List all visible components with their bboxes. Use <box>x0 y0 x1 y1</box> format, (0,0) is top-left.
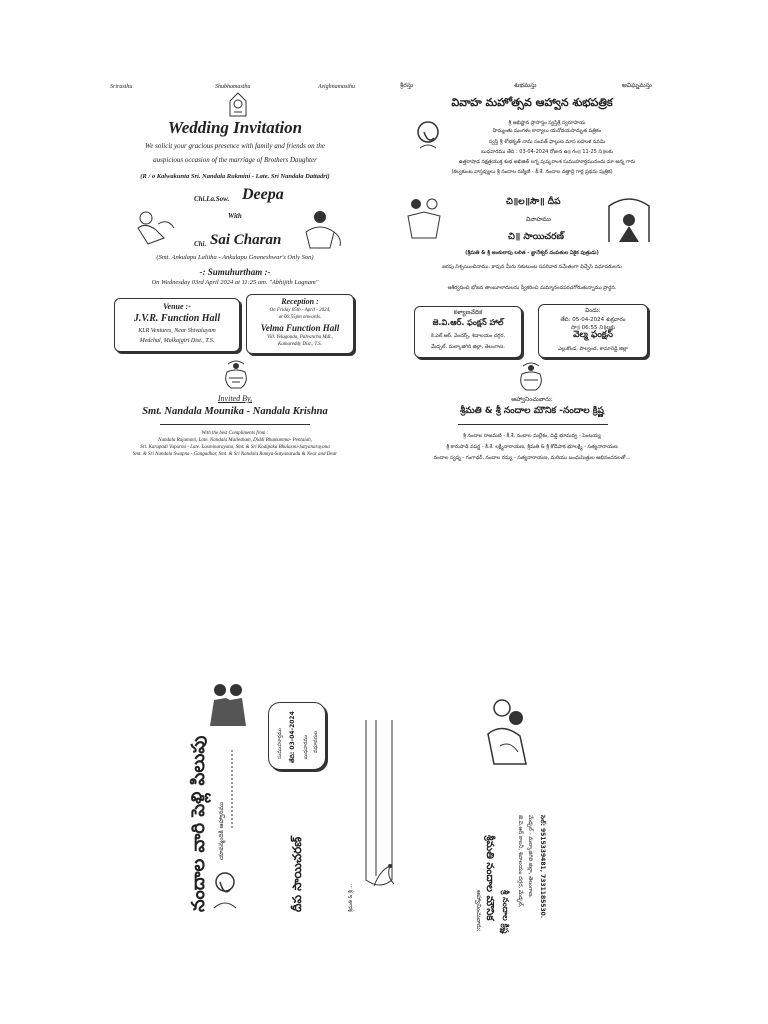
tel-compliments-2: నందాల స్వప్న - గంగాధర్, నందాల రమ్య - సత్యనారాయణ, మరియు బంధుమిత్రుల అభినందనలతో... <box>433 455 631 461</box>
env-r-label: ఆహ్వానించువారు: <box>475 890 482 932</box>
env-r-hosts-2: శ్రీ నందాల క్రిష్ణ <box>501 890 510 934</box>
english-card <box>100 78 370 468</box>
tel-couple-figure <box>404 196 444 240</box>
compliments-0: With the best Compliments from : <box>201 431 269 436</box>
compliments-1: Nandala Rajamani, Late. Nandala Mallesham, Diddi Bhumamma- Pentaiah, <box>158 438 312 443</box>
envelope-right <box>470 690 570 960</box>
solicit-line-2: auspicious occasion of the marriage of Brothers Daughter <box>153 156 317 164</box>
bride-prefix: Chi.La.Sow. <box>194 195 230 203</box>
hosts: Smt. Nandala Mounika - Nandala Krishna <box>142 406 328 417</box>
reception-date1: On Friday 05th - April - 2024, <box>269 308 331 313</box>
env-date: తేది: 03-04-2024 <box>289 711 296 763</box>
tel-blessing-2: అవిఘ్నమస్తు <box>622 82 652 89</box>
tel-reception-name: వెల్మ ఫంక్షన్ <box>573 330 613 340</box>
tel-line-1: హిమ్మంతు మంగళం కార్యాలు యనోదయసాద్భుత పత్రికం <box>492 128 602 134</box>
tel-title: వివాహ మహోత్సవ ఆహ్వాన శుభపత్రిక <box>451 96 613 109</box>
tel-compliments-0: శ్రీ నందాల రాజమణి - కీ.శే. నందాల మల్లేశం, దిడ్డి భూమవ్వ - పెంటయ్య <box>463 433 601 439</box>
venue-name: J.V.R. Function Hall <box>133 313 221 324</box>
env-note: శ్రీమతి & శ్రీ ... <box>348 883 354 912</box>
env-names-bottom: దీప సాయిచరణ్ <box>290 836 304 912</box>
tel-venue-heading: కళ్యాణవేదిక <box>453 309 483 316</box>
reception-date2: at 06:55pm onwards. <box>278 315 322 320</box>
compliments-2: Sri. Karupadi Vaparna - Late. Laxminarayana, Smt. & Sri Kodipaka Bhulaxmi-Satyanarayana <box>140 445 330 450</box>
couple-right-figure <box>296 208 344 250</box>
env-small-sub: వధూవరుల <box>313 730 319 753</box>
bride-name: Deepa <box>242 186 284 203</box>
venue-addr2: Medchal, Malkajgiri Dist., T.S. <box>139 338 215 344</box>
tel-mid-1: ఆశీర్వదించి భోజన తాంబూలాదులను స్వీకరించి మమ్మానందపరచగోరుతున్నాము ప్రార్థన. <box>447 285 617 291</box>
tel-venue-name: జె.వి.ఆర్. ఫంక్షన్ హాల్ <box>432 318 504 327</box>
tel-line-4: ఉత్తరాషాఢ నక్షత్రయుక్త శుభ అభిజిత్ లగ్న పుష్కరాంశ సుముహూర్తమునందు మా అన్న గారు <box>458 159 636 165</box>
envelope-flap-lines <box>180 680 410 940</box>
tel-venue-addr2: మేడ్చల్, మల్కాజిగిరి జిల్లా, తెలంగాణ. <box>431 344 505 350</box>
blessing-srirasthu: Srirasthu <box>110 84 133 90</box>
env-r-addr-1: జె.వి.ఆర్ కాలనీ, శివాలయం దగ్గర, మేడ్చల్, <box>517 815 523 908</box>
tel-line-0: శ్రీ అభిష్టాన ప్రాసాస్తం స్వస్తిశ్రీ స్వరూపాయ <box>508 120 586 126</box>
blessing-avighnamasthu: Avighnamasthu <box>318 84 355 90</box>
tel-compliments-1: శ్రీ కారుపాడి వపర్ణ - కీ.శే. లక్ష్మీనారాయణ, శ్రీమతి & శ్రీ కోడిపాక భూలక్ష్మి - సత్యనారాయణ <box>446 444 618 450</box>
venue-box <box>114 298 240 352</box>
tel-hosts: శ్రీమతి & శ్రీ నందాల మౌనిక -నందాల క్రిష్ణ <box>460 406 604 416</box>
bride-parents: (R / o Kalwakunta Sri. Nandala Rukmini - Late. Sri Nandala Dattadri) <box>140 173 330 180</box>
venue-addr1: KLR Ventures, Near Shivalayam <box>138 328 216 334</box>
kalasam-icon <box>221 358 251 392</box>
env-r-phone: సెల్: 9515339481, 7331185530. <box>539 815 546 919</box>
deity-icon <box>227 92 249 118</box>
tel-groom: చి॥ సాయిచరణ్ <box>508 232 564 242</box>
invited-by: Invited By, <box>217 394 253 403</box>
envelope-left <box>180 680 410 940</box>
tel-line-3: బుధవారము తేది : 03-04-2024 రోజున ఉ॥ గం॥ 11-25 ని॥లకు <box>481 149 613 155</box>
reception-addr1: Vill. Yelugonda, Palvancha Mdl., <box>267 335 333 340</box>
solicit-line-1: We solicit your gracious presence with family and friends on the <box>145 142 325 150</box>
groom-prefix: Chi. <box>194 240 207 248</box>
env-day: బుధవారము <box>303 734 309 759</box>
tel-mandapam-figure <box>604 194 654 244</box>
tel-reception-box <box>538 304 648 358</box>
reception-addr2: Kamareddy Dist., T.S. <box>278 342 322 347</box>
tel-venue-addr1: కె.ఎల్.ఆర్. వెంచర్స్, శివాలయం దగ్గర, <box>430 333 506 339</box>
tel-blessing-0: శ్రీరస్తు <box>400 82 414 89</box>
telugu-card <box>398 78 666 468</box>
groom-name: Sai Charan <box>210 232 282 248</box>
muhurtham-title: -: Sumuhurtham :- <box>199 267 271 277</box>
with-text: With <box>228 212 242 220</box>
muhurtham-text: On Wednesday 03rd April 2024 at 11:25 am. "Abhijith Lagnam" <box>151 279 319 286</box>
tel-vivaham: వివాహము <box>526 216 551 223</box>
tel-mid-0: జరపు నిశ్చయించినాము. కావున మీరు సకుటుంబ సపరివార సమేతంగా విచ్చేసి వధూవరులను <box>442 264 622 270</box>
tel-kalasam-icon <box>516 360 546 394</box>
wedding-title: Wedding Invitation <box>167 118 303 137</box>
reception-box <box>246 294 354 354</box>
tel-groom-parents: (శ్రీమతి & శ్రీ అంకులాపు లలిత - జ్ఞానేశ్వర్ దంపతుల ఏకైక పుత్రుడు) <box>465 250 599 256</box>
env-r-addr-2: మేడ్చల్ - మల్కాజిగిరి జిల్లా, తెలంగాణ. <box>527 815 533 899</box>
couple-left-figure <box>134 208 178 248</box>
tel-line-5: (కల్వకుంట వాస్తవ్యులు శ్రీ నందాల రుక్మిణి - కీ.శే. నందాల దత్తాద్రి గార్ల ప్రథమ పుత్రిక) <box>451 169 613 175</box>
tel-invited-by: ఆహ్వానించువారు: <box>511 396 553 403</box>
tel-line-2: స్వస్తి శ్రీ శోభకృత్ నామ సంవత్ ఫాల్గుణ మాస బహుళ నవమి <box>488 139 606 145</box>
tel-hosts-divider <box>458 424 608 425</box>
venue-heading: Venue :- <box>163 302 191 311</box>
tel-bride: చి॥ల॥సౌ॥ దీప <box>506 197 561 207</box>
reception-heading: Reception : <box>281 297 319 306</box>
tel-reception-addr: ఎల్లుకొండ, పాల్వంచ, కామారెడ్డి జిల్లా <box>557 346 628 352</box>
peacock-icon <box>370 860 398 890</box>
blessing-shubhamasthu: Shubhamasthu <box>215 84 251 90</box>
radha-krishna-figure <box>480 694 536 768</box>
tel-reception-date2: సా॥ 06:55 ని॥లకు <box>570 325 616 331</box>
tel-reception-date1: తేది: 05-04-2024 శుక్రవారం <box>560 317 626 323</box>
compliments-3: Smt. & Sri Nandala Swapna - Gangadhar, Smt. & Sri Nandala Ramya-Satyanaradu & Near and Dear <box>132 452 338 457</box>
tel-venue-box <box>414 306 522 358</box>
env-names-big: నందాల వారి పెళ్లి పిలుపు <box>188 735 209 912</box>
env-muhurtam: సుముహూర్తము <box>277 728 283 759</box>
tel-blessing-1: శుభమస్తు <box>514 82 537 89</box>
groom-parents: (Smt. Ankulapu Lalitha - Ankulapu Gnaneshwar's Only Son) <box>156 254 314 261</box>
tel-reception-heading: విందు: <box>585 307 601 314</box>
reception-name: Velma Function Hall <box>260 323 340 333</box>
env-r-hosts-1: శ్రీమతి నందాల మౌనిక <box>484 835 495 921</box>
hosts-divider <box>160 424 310 425</box>
env-addr-line: యావన్మందికి ఆహ్వానము <box>218 801 225 860</box>
